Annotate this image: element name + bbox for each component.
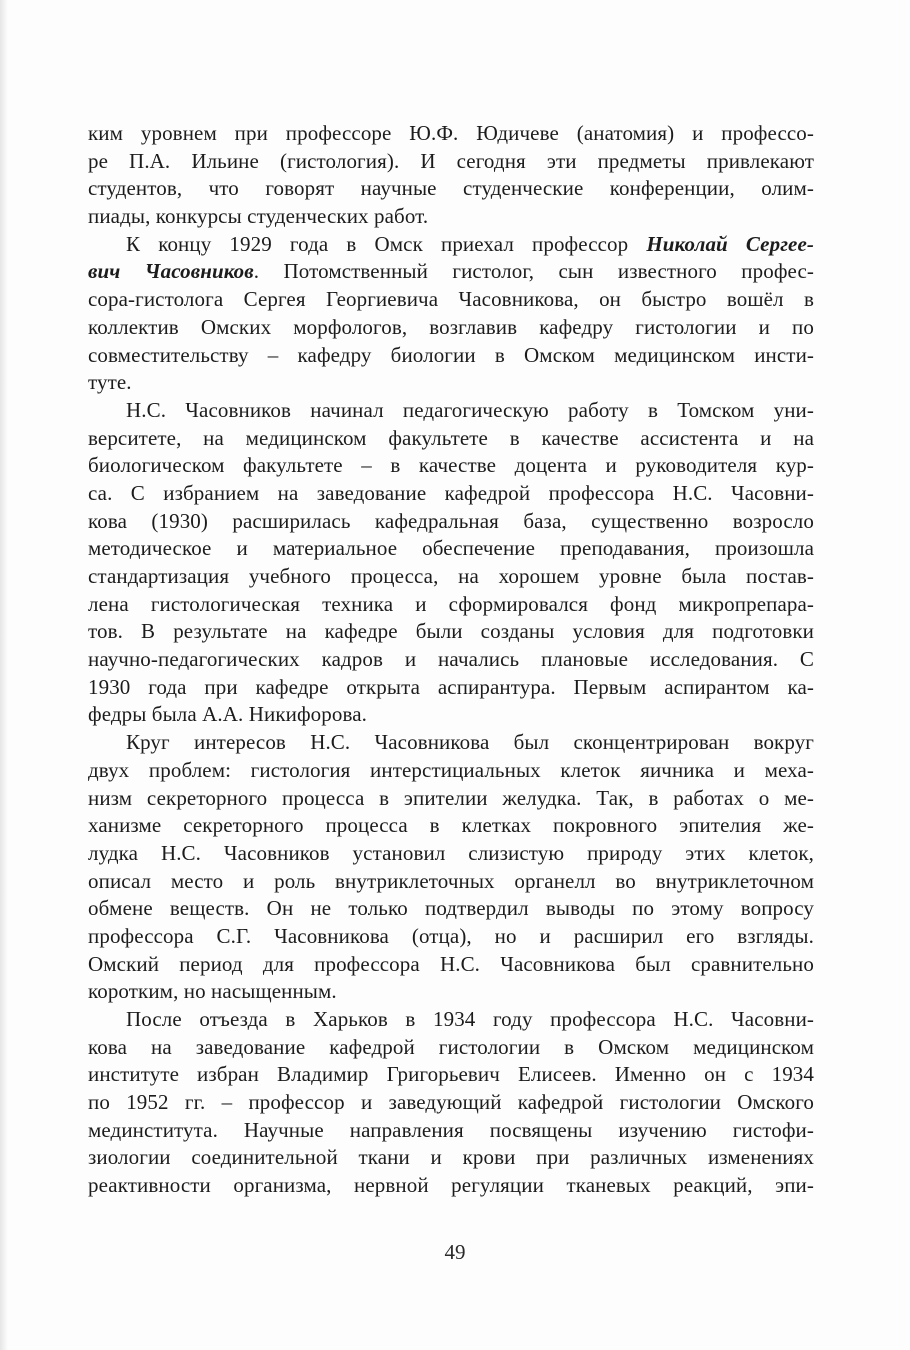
text-line: коллектив Омских морфологов, возглавив кафедру гистологии и по	[88, 314, 814, 339]
text-line: по 1952 гг. – профессор и заведующий кафедрой гистологии Омского	[88, 1090, 814, 1115]
text-line: методическое и материальное обеспечение преподавания, произошла	[88, 536, 814, 561]
text-line: стандартизация учебного процесса, на хорошем уровне была постав-	[88, 564, 814, 588]
page-number: 49	[444, 1240, 466, 1264]
text-line: ре П.А. Ильине (гистология). И сегодня эти предметы привлекают	[88, 148, 814, 173]
text-line	[88, 258, 814, 286]
text-line: совместительству – кафедру биологии в Омском медицинском инсти-	[88, 342, 814, 367]
text-line: ханизме секреторного процесса в клетках покровного эпителия же-	[88, 813, 814, 838]
text-line: Круг интересов Н.С. Часовникова был сконцентрирован вокруг	[126, 730, 814, 755]
text-line: студентов, что говорят научные студенческие конференции, олим-	[88, 176, 814, 201]
text-line: двух проблем: гистология интерстициальных клеток яичника и меха-	[88, 757, 814, 782]
text-line: 1930 года при кафедре открыта аспирантура. Первым аспирантом ка-	[88, 674, 814, 699]
text-line: обмене веществ. Он не только подтвердил выводы по этому вопросу	[88, 896, 814, 921]
text-line: Омский период для профессора Н.С. Часовникова был сравнительно	[88, 951, 814, 976]
text-line: са. С избранием на заведование кафедрой профессора Н.С. Часовни-	[88, 480, 814, 505]
text-run: . Потомственный гистолог, сын известного профес-	[253, 259, 814, 284]
text-line: туте.	[88, 370, 132, 395]
text-line: институте избран Владимир Григорьевич Елисеев. Именно он с 1934	[88, 1062, 814, 1087]
text-line: кова на заведование кафедрой гистологии в Омском медицинском	[88, 1034, 814, 1059]
text-line: тов. В результате на кафедре были созданы условия для подготовки	[88, 619, 814, 644]
text-line	[88, 231, 814, 259]
text-run: К концу 1929 года в Омск приехал профессор	[126, 231, 647, 256]
text-line: ким уровнем при профессоре Ю.Ф. Юдичеве (анатомия) и профессо-	[88, 121, 814, 145]
text-line: описал место и роль внутриклеточных органелл во внутриклеточном	[88, 868, 814, 893]
text-line: биологическом факультете – в качестве доцента и руководителя кур-	[88, 453, 814, 478]
text-line: научно-педагогических кадров и начались плановые исследования. С	[88, 647, 814, 672]
text-line: кова (1930) расширилась кафедральная база, существенно возросло	[88, 508, 814, 533]
text-line: мединститута. Научные направления посвящены изучению гистофи-	[88, 1117, 814, 1142]
scan-shadow-edge	[0, 0, 8, 1350]
text-line: федры была А.А. Никифорова.	[88, 702, 367, 727]
body-text	[88, 120, 814, 1200]
text-line: лена гистологическая техника и сформировался фонд микропрепара-	[88, 591, 814, 616]
text-line: сора-гистолога Сергея Георгиевича Часовникова, он быстро вошёл в	[88, 287, 814, 312]
text-line: зиологии соединительной ткани и крови при различных изменениях	[88, 1145, 814, 1170]
text-line: Н.С. Часовников начинал педагогическую работу в Томском уни-	[126, 397, 814, 422]
text-line: После отъезда в Харьков в 1934 году профессора Н.С. Часовни-	[126, 1007, 814, 1031]
text-line: коротким, но насыщенным.	[88, 979, 337, 1004]
emphasized-name: Николай Сергее-	[646, 231, 814, 256]
text-line: низм секреторного процесса в эпителии желудка. Так, в работах о ме-	[88, 785, 814, 810]
text-line: пиады, конкурсы студенческих работ.	[88, 204, 429, 229]
text-line: профессора С.Г. Часовникова (отца), но и расширил его взгляды.	[88, 923, 814, 948]
text-line: верситете, на медицинском факультете в качестве ассистента и на	[88, 425, 814, 450]
emphasized-name: вич Часовников	[88, 259, 254, 284]
text-line: реактивности организма, нервной регуляции тканевых реакций, эпи-	[88, 1173, 814, 1198]
text-line: лудка Н.С. Часовников установил слизистую природу этих клеток,	[88, 840, 814, 865]
